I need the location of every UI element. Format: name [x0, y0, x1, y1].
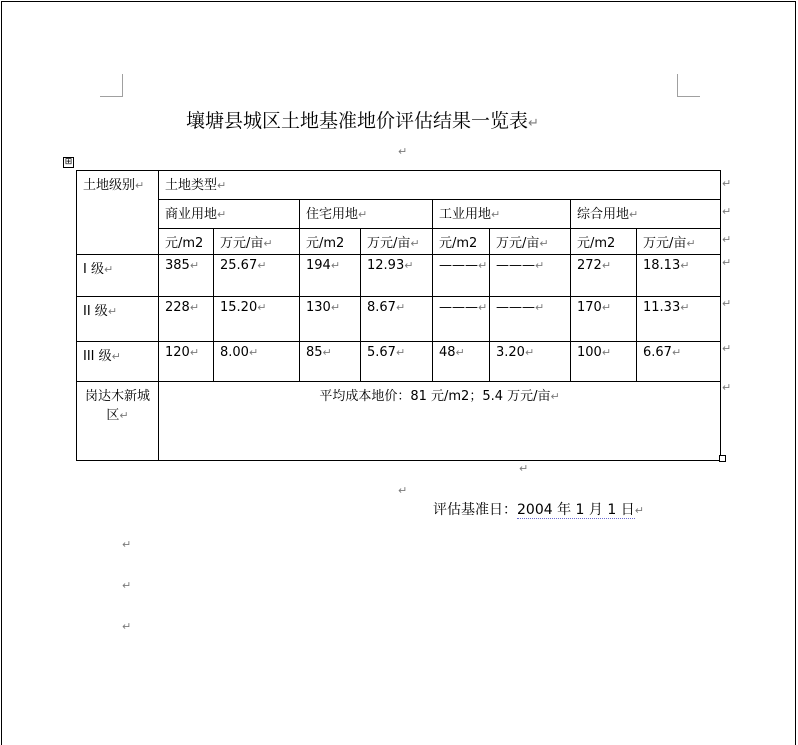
paragraph-mark-icon: ↵ — [358, 208, 368, 221]
value-cell[interactable] — [433, 297, 490, 342]
value-text: 11.33 — [643, 300, 681, 315]
paragraph-mark-icon: ↵ — [539, 237, 549, 250]
paragraph-mark-icon: ↵ — [248, 346, 259, 359]
value-text: 3.20 — [496, 345, 525, 360]
paragraph-mark-icon: ↵ — [404, 259, 414, 272]
value-cell[interactable] — [433, 255, 490, 297]
value-cell[interactable] — [159, 255, 214, 297]
row-end-mark-icon: ↵ — [722, 342, 732, 355]
paragraph-mark-icon: ↵ — [455, 346, 465, 359]
paragraph-mark-icon: ↵ — [601, 346, 612, 359]
land-type-industrial-cell[interactable] — [433, 200, 571, 229]
paragraph-mark-icon: ↵ — [535, 301, 545, 314]
paragraph-mark-icon: ↵ — [189, 259, 200, 272]
value-text: 100 — [577, 345, 602, 360]
level-label: III 级 — [83, 349, 112, 364]
value-text: 8.67 — [367, 300, 396, 315]
land-type-composite-cell[interactable] — [571, 200, 721, 229]
unit-label: 万元/亩 — [643, 236, 687, 251]
valuation-date-label: 评估基准日： — [433, 502, 517, 518]
unit-cell[interactable] — [433, 229, 490, 255]
paragraph-mark-icon: ↵ — [135, 179, 145, 192]
paragraph-mark-icon: ↵ — [535, 259, 545, 272]
corner-header-text: 土地级别 — [83, 178, 136, 193]
unit-label: 元/m2 — [439, 236, 478, 251]
unit-label: 元/m2 — [165, 236, 204, 251]
row-end-mark-icon: ↵ — [722, 233, 732, 246]
land-price-table[interactable] — [76, 170, 721, 461]
value-text: 15.20 — [220, 300, 258, 315]
paragraph-mark-icon: ↵ — [634, 504, 644, 517]
margin-corner-top-right — [677, 74, 700, 97]
value-text: 385 — [165, 258, 190, 273]
value-text: 170 — [577, 300, 602, 315]
new-district-value: 平均成本地价：81 元/m2；5.4 万元/亩 — [319, 389, 551, 404]
corner-header-cell[interactable] — [77, 171, 159, 255]
paragraph-mark-icon: ↵ — [119, 409, 129, 422]
value-cell[interactable] — [637, 255, 721, 297]
value-cell[interactable] — [159, 297, 214, 342]
level-cell[interactable] — [77, 297, 159, 342]
unit-label: 万元/亩 — [220, 236, 264, 251]
value-cell[interactable] — [490, 342, 571, 382]
paragraph-mark-icon: ↵ — [395, 301, 406, 314]
table-row — [77, 200, 721, 229]
paragraph-mark-icon: ↵ — [629, 208, 639, 221]
paragraph-mark-icon: ↵ — [257, 301, 267, 314]
land-type-commercial-cell[interactable] — [159, 200, 300, 229]
table-row — [77, 229, 721, 255]
paragraph-mark-icon: ↵ — [410, 237, 420, 250]
valuation-date-value: 2004 年 1 月 1 日 — [517, 502, 635, 518]
level-cell[interactable] — [77, 255, 159, 297]
value-text: 12.93 — [367, 258, 405, 273]
value-cell[interactable] — [637, 342, 721, 382]
valuation-date-line[interactable] — [433, 499, 644, 519]
paragraph-mark-icon: ↵ — [671, 346, 682, 359]
value-text: 228 — [165, 300, 190, 315]
land-type-label: 商业用地 — [165, 207, 218, 222]
paragraph-mark-icon: ↵ — [189, 346, 200, 359]
type-header-cell[interactable] — [159, 171, 721, 200]
paragraph-mark-icon: ↵ — [263, 237, 273, 250]
value-text: 25.67 — [220, 258, 258, 273]
value-cell[interactable] — [433, 342, 490, 382]
type-header-text: 土地类型 — [165, 178, 218, 193]
value-cell[interactable] — [637, 297, 721, 342]
unit-cell[interactable] — [361, 229, 433, 255]
paragraph-mark-icon: ↵ — [122, 620, 132, 633]
value-text: ——— — [439, 300, 478, 315]
paragraph-mark-icon: ↵ — [217, 208, 227, 221]
value-cell[interactable] — [361, 342, 433, 382]
paragraph-mark-icon: ↵ — [107, 305, 118, 318]
value-cell[interactable] — [300, 342, 361, 382]
row-end-mark-icon: ↵ — [722, 205, 732, 218]
value-text: 6.67 — [643, 345, 672, 360]
land-type-label: 工业用地 — [439, 207, 492, 222]
value-text: ——— — [439, 258, 478, 273]
paragraph-mark-icon: ↵ — [491, 208, 501, 221]
row-end-mark-icon: ↵ — [722, 256, 732, 269]
row-end-mark-icon: ↵ — [722, 297, 732, 310]
value-text: 130 — [306, 300, 331, 315]
paragraph-mark-icon: ↵ — [686, 237, 696, 250]
value-text: 8.00 — [220, 345, 249, 360]
value-cell[interactable] — [214, 255, 300, 297]
unit-label: 元/m2 — [577, 236, 616, 251]
unit-label: 万元/亩 — [496, 236, 540, 251]
row-end-mark-icon: ↵ — [722, 381, 732, 394]
table-row — [77, 297, 721, 342]
paragraph-mark-icon: ↵ — [330, 301, 341, 314]
paragraph-mark-icon: ↵ — [322, 346, 332, 359]
paragraph-mark-icon: ↵ — [478, 301, 488, 314]
row-end-mark-icon: ↵ — [722, 177, 732, 190]
paragraph-mark-icon: ↵ — [122, 538, 132, 551]
unit-cell[interactable] — [571, 229, 637, 255]
level-label: II 级 — [83, 304, 108, 319]
paragraph-mark-icon: ↵ — [524, 346, 535, 359]
unit-cell[interactable] — [637, 229, 721, 255]
document-title[interactable] — [186, 106, 539, 133]
table-row — [77, 171, 721, 200]
land-type-label: 综合用地 — [577, 207, 630, 222]
value-cell[interactable] — [361, 297, 433, 342]
value-cell[interactable] — [490, 255, 571, 297]
paragraph-mark-icon: ↵ — [601, 301, 612, 314]
paragraph-mark-icon: ↵ — [395, 346, 406, 359]
paragraph-mark-icon: ↵ — [398, 484, 408, 497]
paragraph-mark-icon: ↵ — [680, 301, 690, 314]
new-district-name-cell[interactable] — [77, 382, 159, 461]
document-title-text[interactable]: 壤塘县城区土地基准地价评估结果一览表 — [186, 110, 529, 132]
level-label: I 级 — [83, 262, 104, 277]
value-cell[interactable] — [571, 342, 637, 382]
paragraph-mark-icon: ↵ — [189, 301, 200, 314]
new-district-value-cell[interactable] — [159, 382, 721, 461]
level-cell[interactable] — [77, 342, 159, 382]
value-cell[interactable] — [300, 297, 361, 342]
value-text: 48 — [439, 345, 456, 360]
value-cell[interactable] — [214, 342, 300, 382]
paragraph-mark-icon: ↵ — [330, 259, 341, 272]
table-row — [77, 255, 721, 297]
paragraph-mark-icon: ↵ — [601, 259, 612, 272]
table-row — [77, 382, 721, 461]
paragraph-mark-icon: ↵ — [217, 179, 227, 192]
unit-label: 万元/亩 — [367, 236, 411, 251]
value-text: 5.67 — [367, 345, 396, 360]
margin-corner-top-left — [100, 74, 123, 97]
value-text: 18.13 — [643, 258, 681, 273]
value-cell[interactable] — [300, 255, 361, 297]
new-district-name: 岗达木新城区 — [84, 389, 150, 423]
land-type-label: 住宅用地 — [306, 207, 359, 222]
paragraph-mark-icon: ↵ — [111, 350, 121, 363]
value-text: 120 — [165, 345, 190, 360]
unit-label: 元/m2 — [306, 236, 345, 251]
table-resize-handle-icon[interactable] — [719, 455, 726, 462]
value-cell[interactable] — [159, 342, 214, 382]
paragraph-mark-icon: ↵ — [257, 259, 267, 272]
table-row — [77, 342, 721, 382]
unit-cell[interactable] — [300, 229, 361, 255]
paragraph-mark-icon: ↵ — [680, 259, 690, 272]
paragraph-mark-icon: ↵ — [398, 145, 408, 158]
paragraph-mark-icon: ↵ — [519, 462, 529, 475]
value-cell[interactable] — [571, 297, 637, 342]
value-text: 272 — [577, 258, 602, 273]
value-cell[interactable] — [490, 297, 571, 342]
paragraph-mark-icon: ↵ — [122, 579, 132, 592]
unit-cell[interactable] — [159, 229, 214, 255]
value-cell[interactable] — [214, 297, 300, 342]
value-text: ——— — [496, 258, 535, 273]
value-text: 194 — [306, 258, 331, 273]
paragraph-mark-icon: ↵ — [528, 116, 539, 131]
value-cell[interactable] — [571, 255, 637, 297]
table-move-handle-icon[interactable]: ⊞ — [64, 157, 73, 167]
value-text: ——— — [496, 300, 535, 315]
unit-cell[interactable] — [490, 229, 571, 255]
unit-cell[interactable] — [214, 229, 300, 255]
paragraph-mark-icon: ↵ — [478, 259, 488, 272]
paragraph-mark-icon: ↵ — [550, 390, 560, 403]
land-type-residential-cell[interactable] — [300, 200, 433, 229]
value-cell[interactable] — [361, 255, 433, 297]
value-text: 85 — [306, 345, 323, 360]
paragraph-mark-icon: ↵ — [103, 263, 114, 276]
